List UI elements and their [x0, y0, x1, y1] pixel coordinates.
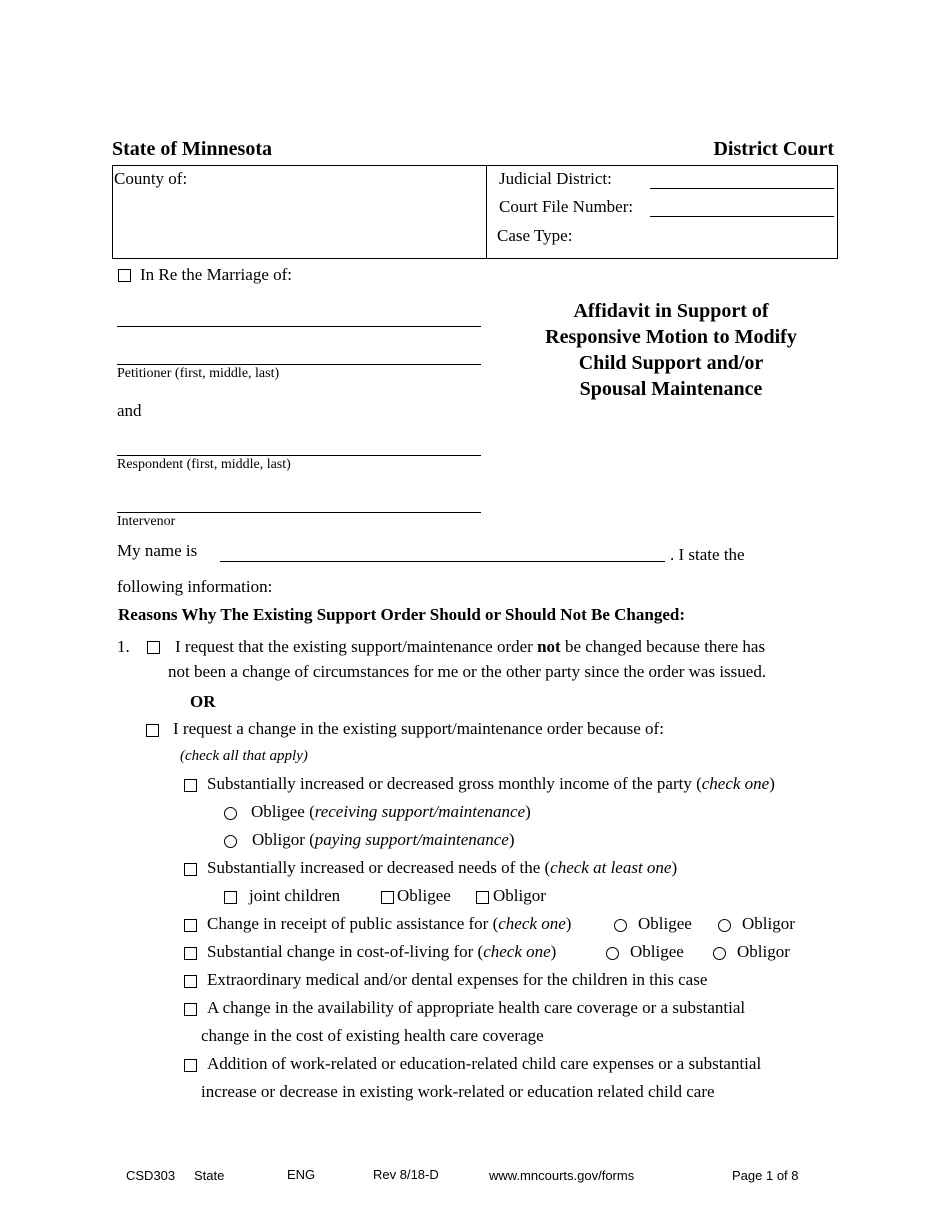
income-obligor-radio[interactable] [224, 835, 237, 848]
footer-jurisdiction: State [194, 1168, 225, 1183]
or-label: OR [190, 692, 216, 711]
needs-checkbox[interactable] [184, 863, 197, 876]
respondent-line[interactable] [117, 455, 481, 456]
public-assistance-checkbox[interactable] [184, 919, 197, 932]
title-line-4: Spousal Maintenance [579, 378, 763, 400]
cost-of-living-checkbox[interactable] [184, 947, 197, 960]
child-care-checkbox[interactable] [184, 1059, 197, 1072]
name-prefix: My name is [117, 541, 198, 560]
petitioner-label: Petitioner (first, middle, last) [117, 366, 280, 381]
public-assistance-obligor-label: Obligor [742, 914, 795, 933]
marriage-label: In Re the Marriage of: [140, 265, 292, 284]
health-care-text-line-2: change in the cost of existing health care coverage [201, 1026, 544, 1045]
request-change-text: I request a change in the existing support/maintenance order because of: [173, 719, 664, 738]
court-heading: District Court [713, 138, 834, 160]
name-suffix: . I state the [670, 545, 745, 564]
health-care-text-line-1: A change in the availability of appropriate health care coverage or a substantial [207, 998, 746, 1017]
no-change-text-line-2: not been a change of circumstances for me or the other party since the order was issued. [168, 662, 767, 681]
document-title [500, 298, 842, 402]
footer-revision: Rev 8/18-D [373, 1167, 439, 1182]
title-line-1: Affidavit in Support of [573, 300, 769, 322]
intervenor-label: Intervenor [117, 514, 176, 529]
public-assistance-obligee-radio[interactable] [614, 919, 627, 932]
no-change-text-line-1: I request that the existing support/maintenance order not be changed because there has [175, 637, 766, 656]
child-care-text-line-2: increase or decrease in existing work-related or education related child care [201, 1082, 715, 1101]
cost-of-living-obligor-radio[interactable] [713, 947, 726, 960]
income-checkbox[interactable] [184, 779, 197, 792]
section-heading: Reasons Why The Existing Support Order Should or Should Not Be Changed: [118, 605, 685, 624]
footer-form-code: CSD303 [126, 1168, 176, 1183]
and-label: and [117, 401, 142, 420]
caption-box [112, 165, 838, 259]
income-text: Substantially increased or decreased gross monthly income of the party (check one) [207, 774, 775, 793]
court-file-label: Court File Number: [499, 197, 634, 216]
needs-obligor-label: Obligor [493, 886, 546, 905]
footer-page-number: Page 1 of 8 [732, 1168, 799, 1183]
judicial-district-field[interactable] [650, 188, 834, 189]
title-line-2: Responsive Motion to Modify [545, 326, 797, 348]
cost-of-living-obligee-radio[interactable] [606, 947, 619, 960]
caption-divider [486, 165, 487, 259]
public-assistance-obligor-radio[interactable] [718, 919, 731, 932]
medical-checkbox[interactable] [184, 975, 197, 988]
request-change-checkbox[interactable] [146, 724, 159, 737]
cost-of-living-obligee-label: Obligee [630, 942, 684, 961]
joint-children-label: joint children [249, 886, 341, 905]
name-field[interactable] [220, 561, 665, 562]
state-heading: State of Minnesota [112, 138, 272, 160]
cost-of-living-text: Substantial change in cost-of-living for (check one) [207, 942, 557, 961]
check-all-note: (check all that apply) [180, 748, 308, 764]
footer-url[interactable]: www.mncourts.gov/forms [489, 1168, 635, 1183]
county-label: County of: [114, 169, 188, 188]
medical-text: Extraordinary medical and/or dental expenses for the children in this case [207, 970, 708, 989]
public-assistance-text: Change in receipt of public assistance for (check one) [207, 914, 572, 933]
judicial-district-label: Judicial District: [499, 169, 612, 188]
needs-obligee-label: Obligee [397, 886, 451, 905]
income-obligor-label: Obligor (paying support/maintenance) [252, 830, 515, 849]
intervenor-line[interactable] [117, 512, 481, 513]
needs-text: Substantially increased or decreased needs of the (check at least one) [207, 858, 678, 877]
public-assistance-obligee-label: Obligee [638, 914, 692, 933]
income-obligee-label: Obligee (receiving support/maintenance) [251, 802, 531, 821]
needs-obligor-checkbox[interactable] [476, 891, 489, 904]
no-change-checkbox[interactable] [147, 641, 160, 654]
joint-children-checkbox[interactable] [224, 891, 237, 904]
petitioner-line-1[interactable] [117, 326, 481, 327]
item-number: 1. [117, 637, 130, 656]
footer-language: ENG [287, 1167, 316, 1182]
cost-of-living-obligor-label: Obligor [737, 942, 790, 961]
petitioner-line-2[interactable] [117, 364, 481, 365]
health-care-checkbox[interactable] [184, 1003, 197, 1016]
needs-obligee-checkbox[interactable] [381, 891, 394, 904]
intro-line-2: following information: [117, 577, 273, 596]
child-care-text-line-1: Addition of work-related or education-related child care expenses or a substantial [207, 1054, 762, 1073]
case-type-label: Case Type: [497, 226, 573, 245]
court-file-field[interactable] [650, 216, 834, 217]
respondent-label: Respondent (first, middle, last) [117, 457, 291, 472]
title-line-3: Child Support and/or [578, 352, 764, 374]
income-obligee-radio[interactable] [224, 807, 237, 820]
marriage-checkbox[interactable] [118, 269, 131, 282]
